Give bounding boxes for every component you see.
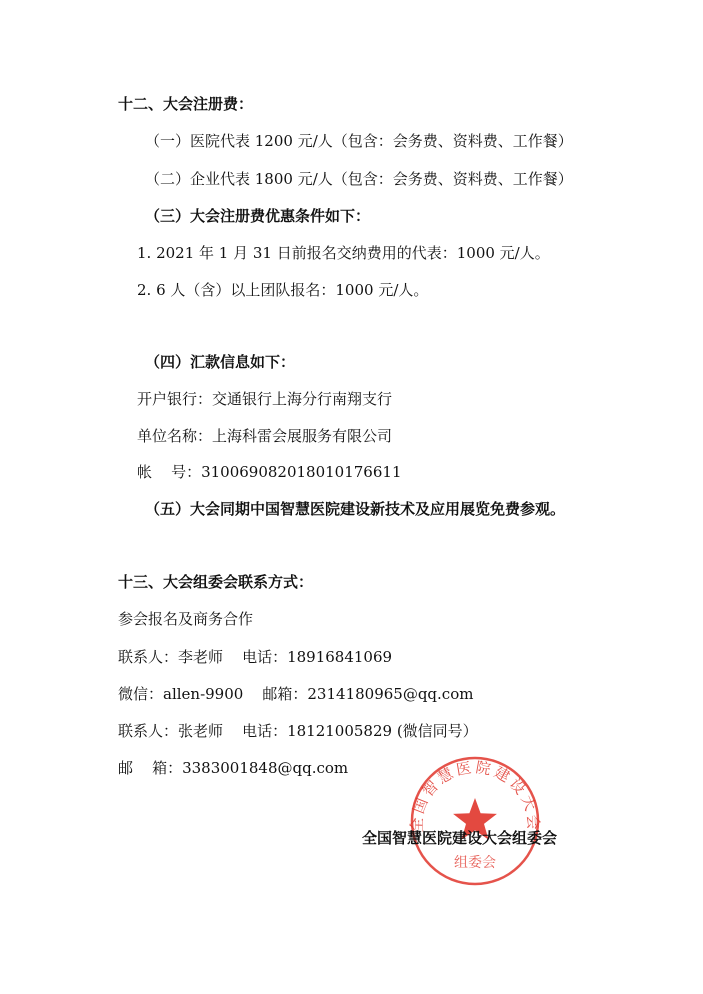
payee-name: 单位名称：上海科雷会展服务有限公司: [137, 427, 393, 445]
official-seal: [400, 756, 550, 886]
contact-subtitle: 参会报名及商务合作: [118, 610, 254, 628]
discount-group: 2. 6 人（含）以上团队报名：1000 元/人。: [137, 281, 429, 299]
section-13-heading: 十三、大会组委会联系方式：: [118, 573, 314, 591]
account-number: 帐 号：310069082018010176611: [137, 463, 402, 481]
remit-heading: （四）汇款信息如下：: [145, 353, 296, 371]
bank-name: 开户银行：交通银行上海分行南翔支行: [137, 390, 393, 408]
contact-wechat-email: 微信：allen-9900 邮箱：2314180965@qq.com: [118, 685, 474, 703]
signature: 全国智慧医院建设大会组委会: [362, 829, 558, 847]
exhibition-note: （五）大会同期中国智慧医院建设新技术及应用展览免费参观。: [145, 500, 566, 518]
section-12-heading: 十二、大会注册费：: [118, 95, 254, 113]
contact-zhang: 联系人：张老师 电话：18121005829 (微信同号）: [118, 722, 478, 740]
contact-email: 邮 箱：3383001848@qq.com: [118, 759, 349, 777]
seal-arc-text: 全国智慧医院建设大会: [407, 758, 543, 833]
contact-li: 联系人：李老师 电话：18916841069: [118, 648, 393, 666]
fee-enterprise: （二）企业代表 1800 元/人（包含：会务费、资料费、工作餐）: [145, 170, 573, 188]
discount-heading: （三）大会注册费优惠条件如下：: [145, 207, 371, 225]
seal-bottom-text: 组委会: [454, 855, 496, 871]
discount-early: 1. 2021 年 1 月 31 日前报名交纳费用的代表：1000 元/人。: [137, 244, 550, 262]
fee-hospital: （一）医院代表 1200 元/人（包含：会务费、资料费、工作餐）: [145, 132, 573, 150]
